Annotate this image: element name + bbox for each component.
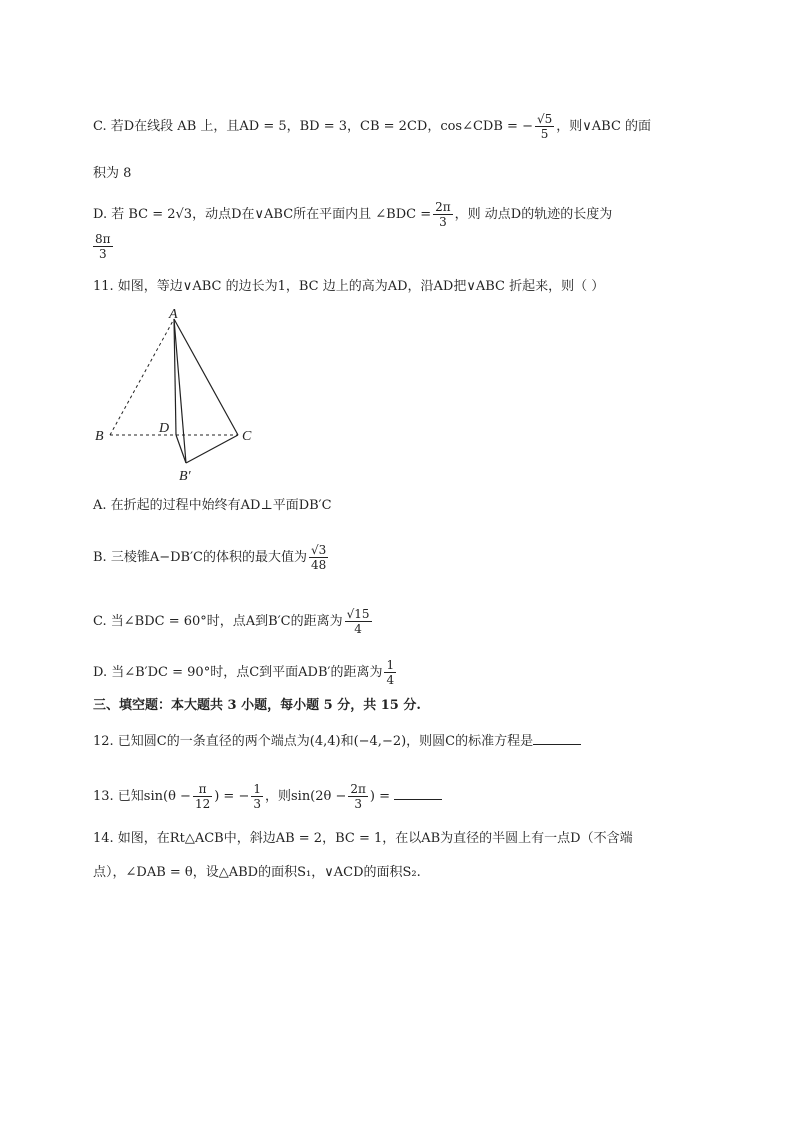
q12 xyxy=(93,732,581,751)
q11-option-d xyxy=(93,658,398,687)
fraction-numerator: √5 xyxy=(536,112,553,126)
q10-option-d-fraction xyxy=(433,200,453,229)
fraction-denominator: 12 xyxy=(194,797,211,811)
q10-option-c-after: ，则∨ABC 的面 xyxy=(556,119,652,134)
fraction-numerator: 2π xyxy=(435,200,451,214)
q12-text: 12. 已知圆C的一条直径的两个端点为(4,4)和(−4,−2)，则圆C的标准方程是 xyxy=(93,734,534,749)
fraction-denominator: 3 xyxy=(253,797,261,811)
fraction-numerator: 1 xyxy=(253,782,261,796)
edge-B-prime-C xyxy=(186,435,238,463)
q10-option-d-answer-fraction xyxy=(93,232,113,261)
fraction-denominator: 4 xyxy=(354,622,362,636)
fraction-denominator: 48 xyxy=(310,558,327,572)
q13-mid2: ，则sin(2θ − xyxy=(264,789,347,804)
q12-answer-blank[interactable] xyxy=(533,732,581,745)
q10-option-d xyxy=(93,200,612,229)
fraction-denominator: 3 xyxy=(98,247,107,261)
q13-fraction-1 xyxy=(193,782,212,811)
q11-option-a: A. 在折起的过程中始终有AD⊥平面DB′C xyxy=(93,498,332,513)
q13-mid: ) = − xyxy=(214,789,250,804)
label-D: D xyxy=(159,421,170,436)
q13-fraction-2 xyxy=(251,782,263,811)
q11-option-d-text: D. 当∠B′DC = 90°时，点C到平面ADB′的距离为 xyxy=(93,665,383,680)
q10-option-d-after: ，则 动点D的轨迹的长度为 xyxy=(454,207,613,222)
q10-option-c-fraction xyxy=(535,112,554,141)
q10-option-c-text: C. 若D在线段 AB 上，且AD = 5，BD = 3，CB = 2CD，cos∠CDB = − xyxy=(93,119,533,134)
label-C: C xyxy=(242,429,252,444)
q11-option-b-fraction xyxy=(309,543,328,572)
q11-option-b xyxy=(93,543,330,572)
fraction-numerator: 2π xyxy=(350,782,366,796)
q10-option-d-answer xyxy=(93,232,115,261)
q11-option-c-fraction xyxy=(345,607,372,636)
q13 xyxy=(93,782,442,811)
label-B: B xyxy=(95,429,104,444)
q14-line-2: 点），∠DAB = θ，设△ABD的面积S₁，∨ACD的面积S₂. xyxy=(93,865,421,880)
q11-option-c xyxy=(93,607,374,636)
fraction-numerator: √3 xyxy=(310,543,327,557)
q13-pre: 13. 已知sin(θ − xyxy=(93,789,191,804)
fraction-numerator: 1 xyxy=(386,658,395,672)
fraction-denominator: 4 xyxy=(386,673,395,687)
q10-option-d-text: D. 若 BC = 2√3，动点D在∨ABC所在平面内且 ∠BDC = xyxy=(93,207,432,222)
q11-option-c-text: C. 当∠BDC = 60°时，点A到B′C的距离为 xyxy=(93,614,343,629)
edge-BA xyxy=(110,319,174,435)
fraction-numerator: 8π xyxy=(95,232,111,246)
q11-option-b-text: B. 三棱锥A−DB′C的体积的最大值为 xyxy=(93,550,307,565)
fraction-numerator: π xyxy=(193,782,212,797)
fraction-denominator: 3 xyxy=(354,797,362,811)
q13-post: ) = xyxy=(369,789,391,804)
fraction-denominator: 5 xyxy=(540,127,549,141)
q11-figure xyxy=(90,305,270,485)
fraction-numerator: √15 xyxy=(346,607,370,621)
fraction-denominator: 3 xyxy=(439,215,447,229)
label-B-prime: B′ xyxy=(179,469,191,484)
q13-answer-blank[interactable] xyxy=(394,787,442,800)
q14-line-1: 14. 如图，在Rt△ACB中，斜边AB = 2，BC = 1，在以AB为直径的半圆上有一点D（不含端 xyxy=(93,831,633,846)
label-A: A xyxy=(169,307,178,322)
edge-AC xyxy=(174,319,238,435)
section3-title: 三、填空题：本大题共 3 小题，每小题 5 分，共 15 分. xyxy=(93,698,421,713)
q10-option-c xyxy=(93,112,651,141)
q11-stem: 11. 如图，等边∨ABC 的边长为1，BC 边上的高为AD，沿AD把∨ABC 折起来，则（ ） xyxy=(93,279,605,294)
q13-fraction-3 xyxy=(348,782,368,811)
q10-option-c-continuation: 积为 8 xyxy=(93,166,132,181)
q11-option-d-fraction xyxy=(384,658,396,687)
